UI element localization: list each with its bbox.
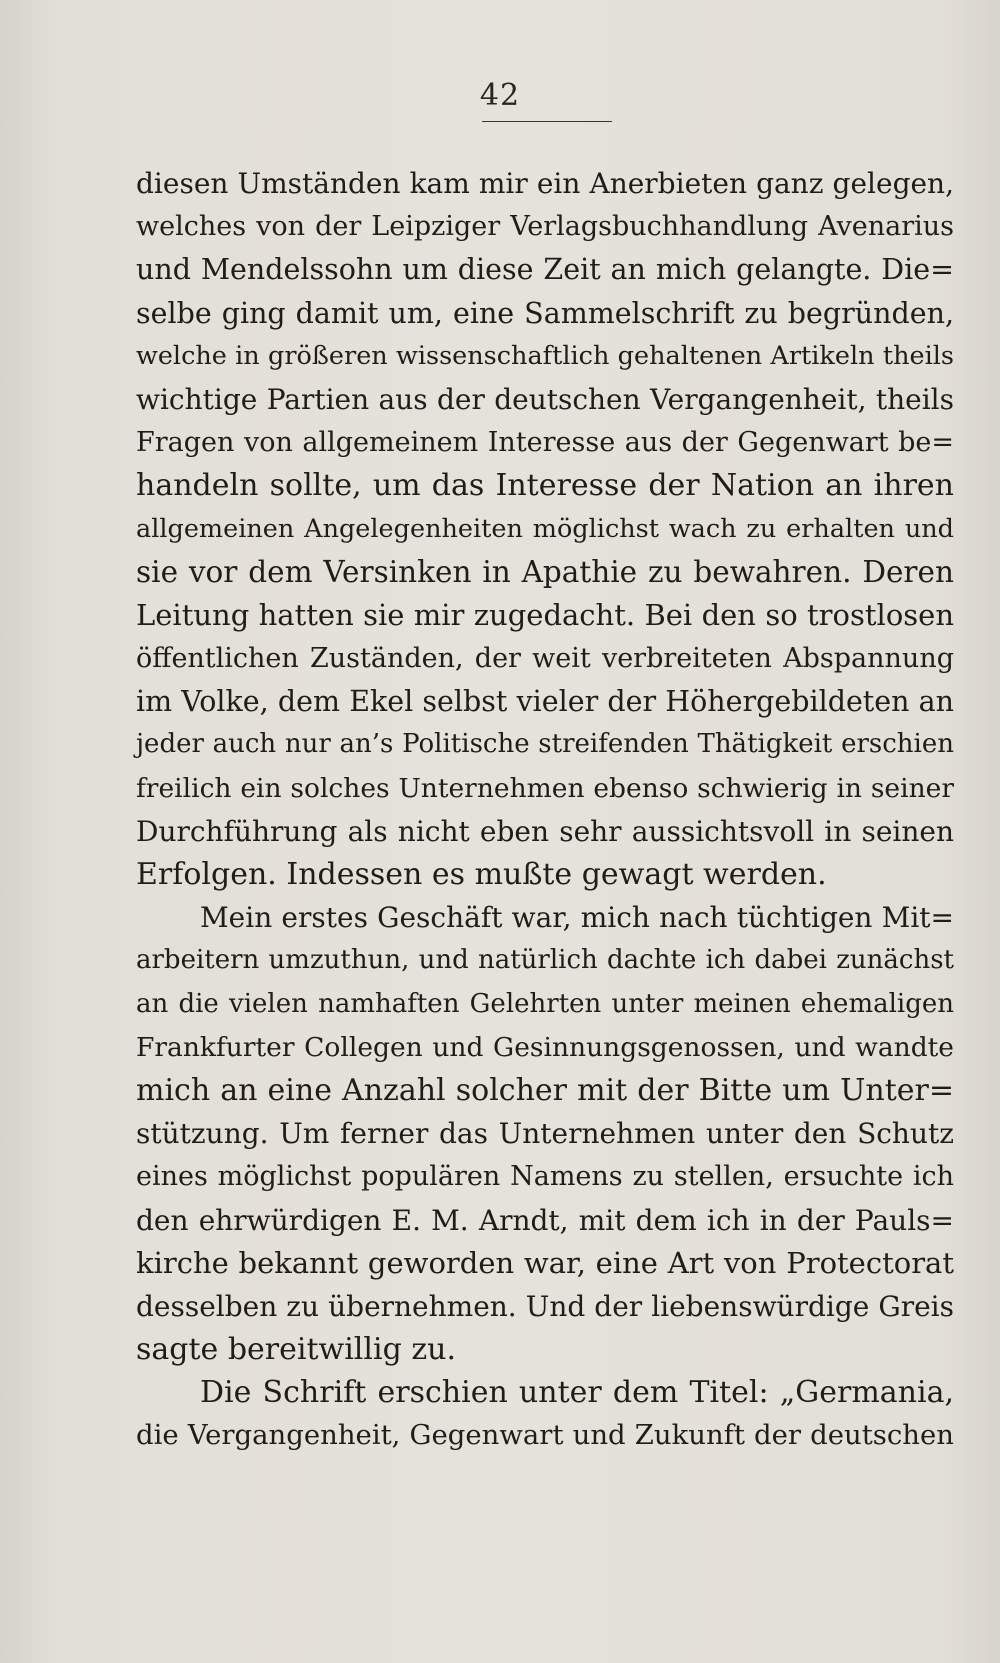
text-line: welches von der Leipziger Verlagsbuchhandlung Avenarius	[136, 211, 954, 243]
text-line: den ehrwürdigen E. M. Arndt, mit dem ich in der Pauls=	[136, 1203, 954, 1237]
text-line: im Volke, dem Ekel selbst vieler der Höhergebildeten an	[136, 685, 954, 719]
header-rule	[482, 121, 612, 122]
text-line: arbeitern umzuthun, und natürlich dachte ich dabei zunächst	[136, 945, 954, 976]
text-line: Mein erstes Geschäft war, mich nach tüchtigen Mit=	[200, 901, 954, 935]
text-line: mich an eine Anzahl solcher mit der Bitte um Unter=	[136, 1072, 954, 1108]
text-line: sagte bereitwillig zu.	[136, 1332, 456, 1368]
text-line: Leitung hatten sie mir zugedacht. Bei den so trostlosen	[136, 597, 954, 632]
text-line: welche in größeren wissenschaftlich gehaltenen Artikeln theils	[136, 340, 954, 371]
text-line: wichtige Partien aus der deutschen Vergangenheit, theils	[136, 382, 954, 416]
text-line: diesen Umständen kam mir ein Anerbieten ganz gelegen,	[136, 167, 954, 200]
text-line: öffentlichen Zuständen, der weit verbreiteten Abspannung	[136, 643, 954, 675]
page-number: 42	[479, 78, 521, 113]
text-line: jeder auch nur an’s Politische streifenden Thätigkeit erschien	[136, 729, 954, 760]
text-line: kirche bekannt geworden war, eine Art von Protectorat	[136, 1245, 954, 1280]
text-line: handeln sollte, um das Interesse der Nation an ihren	[136, 468, 954, 504]
body-text	[128, 162, 954, 1458]
text-line: Fragen von allgemeinem Interesse aus der Gegenwart be=	[136, 427, 954, 459]
text-line: und Mendelssohn um diese Zeit an mich gelangte. Die=	[136, 253, 954, 287]
text-line: Die Schrift erschien unter dem Titel: „Germania,	[200, 1375, 954, 1411]
text-line: die Vergangenheit, Gegenwart und Zukunft der deutschen	[136, 1419, 954, 1452]
text-line: Frankfurter Collegen und Gesinnungsgenossen, und wandte	[136, 1031, 954, 1063]
text-line: freilich ein solches Unternehmen ebenso schwierig in seiner	[136, 772, 954, 804]
text-line: Durchführung als nicht eben sehr aussichtsvoll in seinen	[136, 814, 954, 848]
text-line: an die vielen namhaften Gelehrten unter meinen ehemaligen	[136, 988, 954, 1019]
text-line: desselben zu übernehmen. Und der liebenswürdige Greis	[136, 1289, 954, 1323]
text-line: stützung. Um ferner das Unternehmen unter den Schutz	[136, 1117, 954, 1151]
text-line: selbe ging damit um, eine Sammelschrift zu begründen,	[136, 296, 954, 330]
text-line: eines möglichst populären Namens zu stellen, ersuchte ich	[136, 1161, 954, 1193]
text-line: allgemeinen Angelegenheiten möglichst wach zu erhalten und	[136, 513, 954, 544]
text-line: sie vor dem Versinken in Apathie zu bewahren. Deren	[136, 554, 954, 589]
text-line: Erfolgen. Indessen es mußte gewagt werden.	[136, 857, 827, 892]
